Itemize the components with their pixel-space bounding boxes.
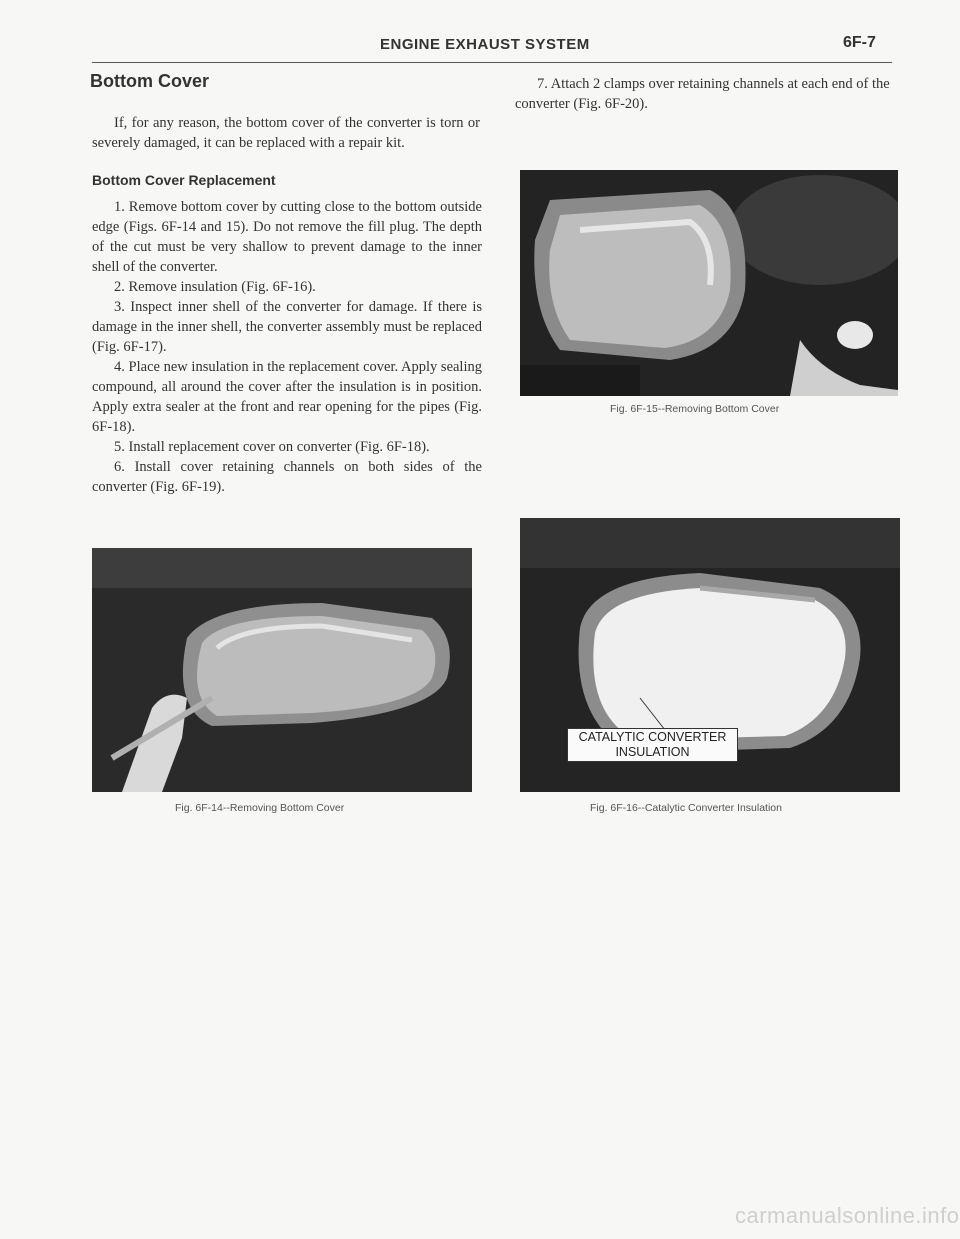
step-1: 1. Remove bottom cover by cutting close to the bottom outside edge (Figs. 6F-14 and 15). Do not remove the fill plug. The depth of the cut must be very shallow to prevent damage to the inner shell of the converter. xyxy=(92,199,482,275)
callout-line-2: INSULATION xyxy=(615,745,690,759)
figure-6f-14-photo xyxy=(92,548,472,792)
step-2: 2. Remove insulation (Fig. 6F-16). xyxy=(114,279,316,295)
subsection-heading: Bottom Cover Replacement xyxy=(92,172,276,188)
figure-6f-16-caption: Fig. 6F-16--Catalytic Converter Insulation xyxy=(590,802,782,814)
procedure-steps xyxy=(92,197,482,497)
page-number: 6F-7 xyxy=(843,34,876,51)
insulation-callout xyxy=(567,728,738,762)
step-6: 6. Install cover retaining channels on both sides of the converter (Fig. 6F-19). xyxy=(92,459,482,495)
figure-6f-14-caption: Fig. 6F-14--Removing Bottom Cover xyxy=(175,802,345,814)
step-5: 5. Install replacement cover on converter (Fig. 6F-18). xyxy=(114,439,430,455)
figure-6f-15-caption: Fig. 6F-15--Removing Bottom Cover xyxy=(610,403,780,415)
figure-6f-15-photo xyxy=(520,170,898,396)
step-7: 7. Attach 2 clamps over retaining channels at each end of the converter (Fig. 6F-20). xyxy=(515,76,890,112)
procedure-step-7 xyxy=(515,74,905,114)
running-header-title: ENGINE EXHAUST SYSTEM xyxy=(380,36,590,53)
watermark: carmanualsonline.info xyxy=(735,1203,960,1228)
step-3: 3. Inspect inner shell of the converter for damage. If there is damage in the inner shell, the converter assembly must be replaced (Fig. 6F-17). xyxy=(92,299,482,355)
header-rule xyxy=(92,62,892,63)
intro-paragraph: If, for any reason, the bottom cover of the converter is torn or severely damaged, it can be replaced with a repair kit. xyxy=(92,114,480,151)
callout-line-1: CATALYTIC CONVERTER xyxy=(578,730,727,744)
figure-6f-16-photo xyxy=(520,518,900,792)
section-heading: Bottom Cover xyxy=(90,71,210,91)
step-4: 4. Place new insulation in the replacement cover. Apply sealing compound, all around the cover after the insulation is in position. Apply extra sealer at the front and rear opening for the pipes (Fig. 6F-18). xyxy=(92,359,482,435)
